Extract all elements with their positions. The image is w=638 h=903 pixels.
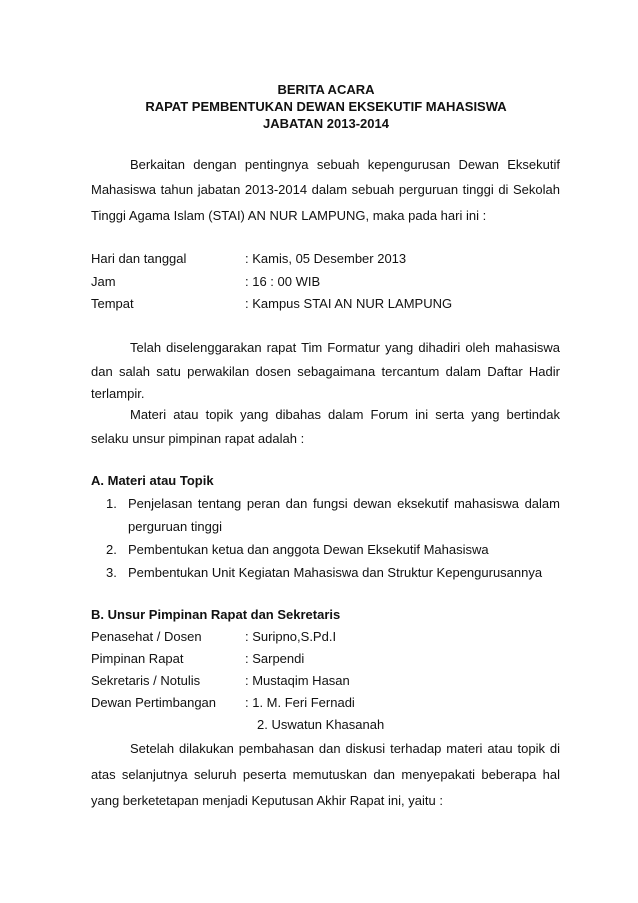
intro-line: Mahasiswa tahun jabatan 2013-2014 dalam sebuah perguruan tinggi di Sekolah xyxy=(91,182,560,197)
role-label: Sekretaris / Notulis xyxy=(91,673,201,688)
section-b-heading: B. Unsur Pimpinan Rapat dan Sekretaris xyxy=(91,607,341,622)
list-number: 2. xyxy=(106,542,117,557)
role-value: : Sarpendi xyxy=(245,651,305,666)
info-value-time: : 16 : 00 WIB xyxy=(245,274,321,289)
intro-line: Tinggi Agama Islam (STAI) AN NUR LAMPUNG, maka pada hari ini : xyxy=(91,208,487,223)
para3-line: selaku unsur pimpinan rapat adalah : xyxy=(91,431,305,446)
intro-line: Berkaitan dengan pentingnya sebuah kepengurusan Dewan Eksekutif xyxy=(130,157,560,172)
role-value-extra: 2. Uswatun Khasanah xyxy=(257,717,385,732)
list-item-text: Penjelasan tentang peran dan fungsi dewan eksekutif mahasiswa dalam xyxy=(128,496,560,511)
list-item-text: Pembentukan Unit Kegiatan Mahasiswa dan Struktur Kepengurusannya xyxy=(128,565,543,580)
list-number: 1. xyxy=(106,496,117,511)
para2-line: terlampir. xyxy=(91,386,145,401)
para2-line: Telah diselenggarakan rapat Tim Formatur yang dihadiri oleh mahasiswa xyxy=(130,340,560,355)
para3-line: Materi atau topik yang dibahas dalam Forum ini serta yang bertindak xyxy=(130,407,560,422)
list-number: 3. xyxy=(106,565,117,580)
role-value: : Suripno,S.Pd.I xyxy=(245,629,337,644)
info-label-date: Hari dan tanggal xyxy=(91,251,187,266)
role-label: Penasehat / Dosen xyxy=(91,629,202,644)
para2-line: dan salah satu perwakilan dosen sebagaimana tercantum dalam Daftar Hadir xyxy=(91,364,560,379)
role-label: Pimpinan Rapat xyxy=(91,651,184,666)
list-item-text: Pembentukan ketua dan anggota Dewan Eksekutif Mahasiswa xyxy=(128,542,489,557)
doc-title: BERITA ACARA xyxy=(277,82,375,97)
list-item-text: perguruan tinggi xyxy=(128,519,222,534)
closing-line: Setelah dilakukan pembahasan dan diskusi terhadap materi atau topik di xyxy=(130,741,560,756)
role-label: Dewan Pertimbangan xyxy=(91,695,217,710)
info-value-date: : Kamis, 05 Desember 2013 xyxy=(245,251,407,266)
closing-line: atas selanjutnya seluruh peserta memutuskan dan menyepakati beberapa hal xyxy=(91,767,560,782)
info-label-time: Jam xyxy=(91,274,116,289)
section-a-heading: A. Materi atau Topik xyxy=(91,473,214,488)
role-value: : 1. M. Feri Fernadi xyxy=(245,695,355,710)
closing-line: yang berketetapan menjadi Keputusan Akhir Rapat ini, yaitu : xyxy=(91,793,443,808)
role-value: : Mustaqim Hasan xyxy=(245,673,350,688)
doc-period: JABATAN 2013-2014 xyxy=(263,116,389,131)
info-value-place: : Kampus STAI AN NUR LAMPUNG xyxy=(245,296,453,311)
info-label-place: Tempat xyxy=(91,296,134,311)
doc-subtitle: RAPAT PEMBENTUKAN DEWAN EKSEKUTIF MAHASISWA xyxy=(145,99,507,114)
